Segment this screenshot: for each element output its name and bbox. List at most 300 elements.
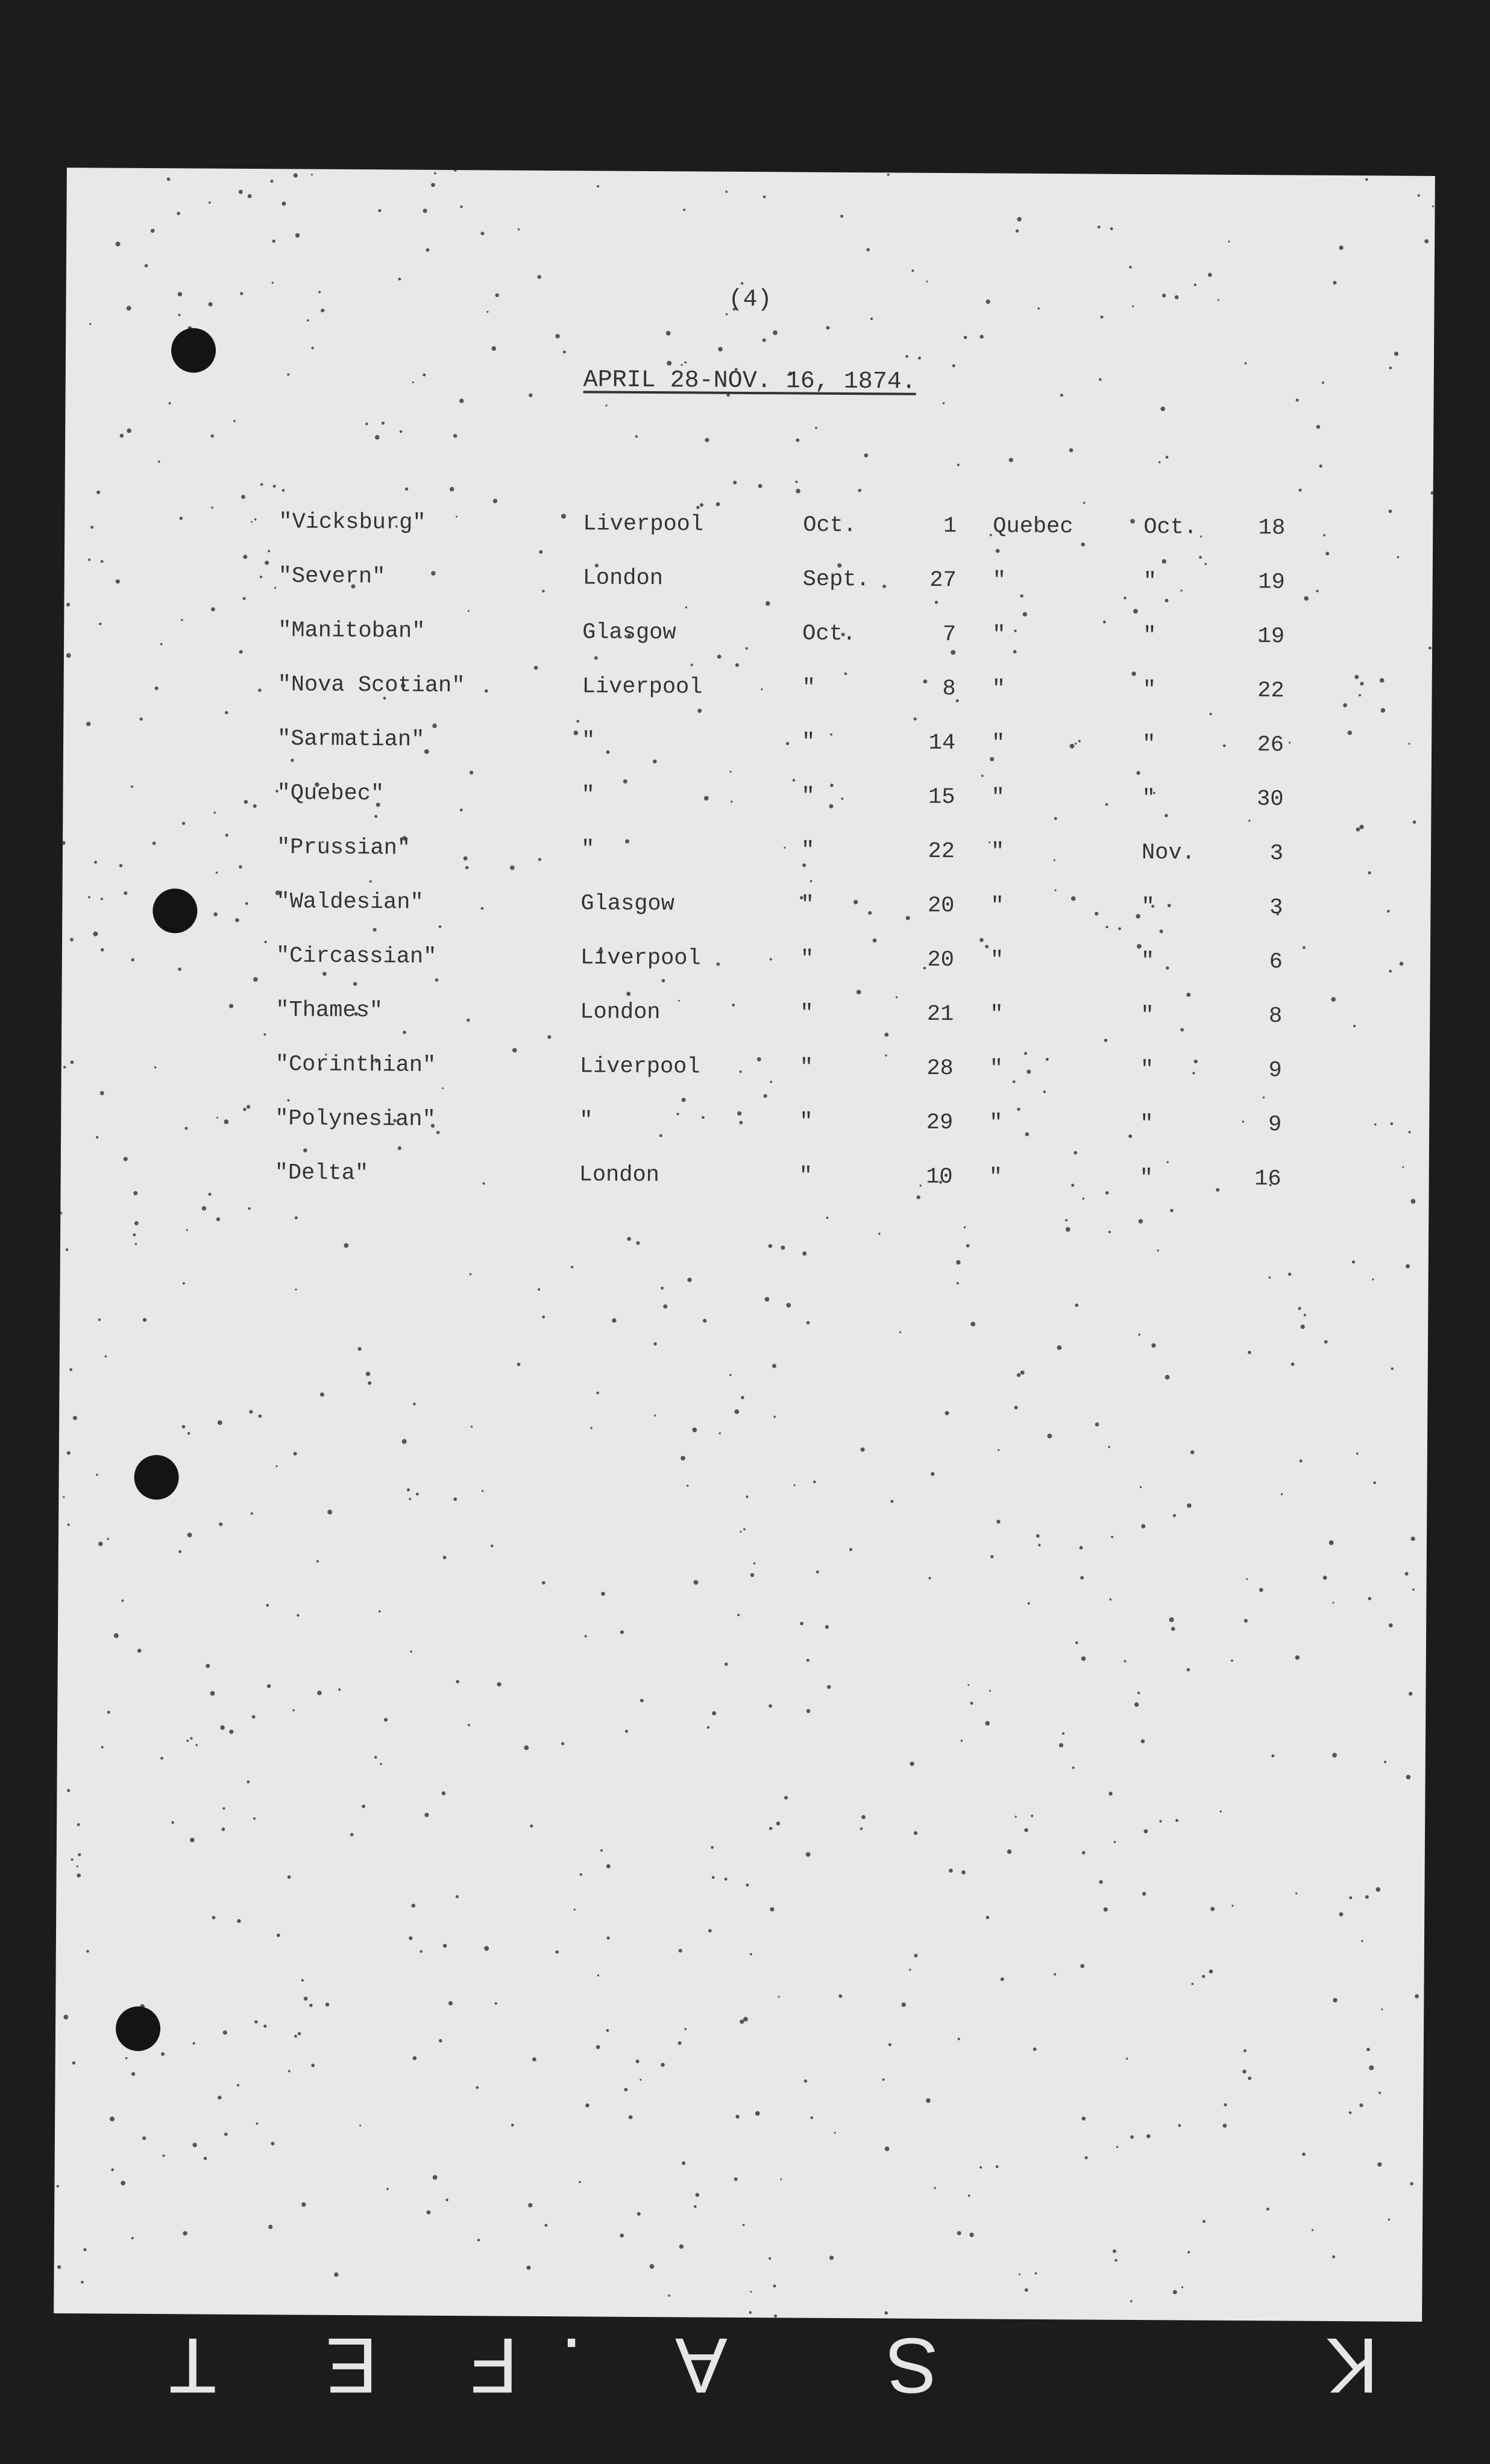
speck [530, 1824, 533, 1828]
speck [746, 1884, 749, 1887]
speck [252, 1715, 256, 1719]
departure-port: Glasgow [582, 620, 676, 646]
arrival-port: " [990, 893, 1004, 919]
speck [781, 1245, 785, 1249]
speck [968, 2195, 970, 2197]
speck [969, 2233, 973, 2237]
departure-port: " [580, 837, 595, 863]
speck [218, 1420, 222, 1425]
speck [374, 1756, 377, 1759]
arrival-day: 19 [1257, 624, 1285, 650]
speck [1223, 2123, 1227, 2128]
speck [563, 351, 566, 354]
speck [224, 2132, 228, 2136]
speck [769, 1827, 772, 1830]
speck [1208, 273, 1212, 277]
speck [131, 2072, 135, 2076]
speck [98, 1542, 102, 1546]
paper-specks [54, 168, 1435, 2322]
speck [511, 2123, 514, 2126]
speck [1373, 1482, 1376, 1485]
speck [1016, 229, 1019, 232]
speck [1110, 1598, 1112, 1601]
speck [640, 2079, 641, 2081]
speck [67, 1789, 70, 1792]
speck [1375, 1887, 1380, 1892]
speck [66, 1248, 69, 1251]
speck [211, 506, 213, 509]
speck [1157, 1249, 1158, 1251]
speck [1332, 2255, 1335, 2258]
speck [453, 434, 457, 438]
speck [606, 1864, 611, 1868]
speck [359, 2125, 361, 2126]
speck [678, 2041, 682, 2045]
speck [304, 1997, 308, 2001]
speck [827, 1685, 831, 1689]
speck [784, 1796, 788, 1799]
speck [679, 2244, 684, 2248]
speck [365, 423, 368, 425]
speck [926, 2098, 931, 2103]
departure-day: 14 [928, 730, 956, 756]
film-strip-edge [0, 2315, 1490, 2410]
speck [1394, 351, 1398, 356]
speck [431, 183, 435, 187]
speck [268, 2225, 272, 2229]
speck [160, 1757, 163, 1760]
speck [636, 1241, 640, 1245]
speck [1080, 1964, 1084, 1968]
page-number: (4) [728, 286, 772, 314]
speck [491, 1545, 494, 1548]
speck [442, 1791, 446, 1796]
arrival-day: 6 [1269, 949, 1283, 975]
arrival-month: " [1140, 1003, 1154, 1029]
speck [77, 1865, 78, 1867]
speck [379, 1611, 381, 1613]
speck [206, 1664, 210, 1668]
speck [1159, 1820, 1162, 1823]
speck [1418, 194, 1420, 196]
speck [1130, 2136, 1134, 2139]
speck [491, 346, 496, 351]
speck [579, 2181, 581, 2183]
speck [384, 1718, 388, 1721]
speck [979, 2166, 982, 2169]
speck [753, 1562, 756, 1565]
speck [1080, 1546, 1083, 1550]
ship-name: "Quebec" [277, 781, 385, 807]
speck [585, 1635, 587, 1638]
speck [763, 195, 766, 198]
speck [1359, 2104, 1363, 2107]
speck [1141, 1524, 1145, 1529]
speck [424, 1812, 429, 1817]
arrival-port: " [990, 948, 1004, 973]
speck [627, 1237, 631, 1241]
speck [914, 1953, 917, 1957]
speck [1137, 1691, 1140, 1694]
speck [171, 1821, 174, 1824]
speck [316, 1560, 319, 1562]
speck [694, 1580, 699, 1585]
speck [253, 1817, 256, 1820]
speck [998, 1449, 999, 1451]
speck [580, 1873, 582, 1876]
speck [210, 1691, 215, 1696]
speck [248, 194, 252, 198]
speck [187, 1432, 190, 1435]
speck [298, 2032, 301, 2035]
speck [769, 1704, 772, 1708]
speck [239, 190, 243, 194]
speck [729, 1374, 732, 1376]
speck [1349, 1896, 1352, 1899]
speck [800, 1622, 803, 1626]
speck [684, 2028, 687, 2031]
speck [288, 2070, 291, 2072]
table-row [64, 617, 1433, 679]
speck [1084, 2156, 1087, 2159]
speck [964, 1227, 966, 1228]
speck [970, 1702, 973, 1705]
speck [281, 201, 286, 206]
speck [471, 1425, 473, 1427]
speck [1312, 2229, 1313, 2231]
film-strip-letter: F [470, 2322, 518, 2410]
speck [1365, 1895, 1369, 1899]
arrival-port: " [992, 676, 1005, 702]
speck [456, 1895, 459, 1898]
speck [241, 495, 245, 499]
speck [532, 2057, 536, 2061]
film-strip-letter: T [169, 2322, 217, 2410]
speck [725, 190, 728, 193]
table-row [64, 508, 1433, 571]
speck [247, 1780, 250, 1784]
speck [1406, 1264, 1410, 1268]
speck [743, 2017, 748, 2022]
speck [961, 1740, 963, 1742]
speck [190, 1838, 195, 1843]
speck [459, 398, 464, 403]
speck [555, 334, 559, 338]
speck [325, 2002, 330, 2007]
speck [653, 1342, 656, 1345]
speck [450, 487, 454, 491]
speck [1062, 1732, 1064, 1735]
arrival-port: " [989, 1056, 1004, 1082]
speck [1339, 245, 1344, 250]
speck [985, 1721, 990, 1726]
speck [1054, 1973, 1056, 1975]
speck [301, 1979, 304, 1981]
speck [1080, 1576, 1084, 1580]
departure-month: " [801, 729, 816, 755]
speck [682, 2161, 685, 2165]
speck [476, 2086, 479, 2089]
arrival-day: 3 [1269, 841, 1284, 867]
speck [1301, 1325, 1305, 1329]
speck [263, 2025, 266, 2028]
departure-month: " [800, 838, 815, 864]
speck [945, 1411, 949, 1415]
speck [266, 1604, 269, 1607]
departure-month: Oct. [802, 621, 857, 647]
speck [794, 1485, 796, 1486]
speck [134, 1221, 139, 1225]
departure-day: 29 [926, 1110, 954, 1136]
speck [1248, 2076, 1251, 2080]
speck [1224, 2103, 1227, 2106]
speck [1329, 1541, 1334, 1545]
speck [725, 1662, 728, 1666]
speck [1014, 1406, 1018, 1409]
speck [1144, 1829, 1148, 1834]
departure-day: 10 [926, 1164, 953, 1190]
speck [538, 1288, 540, 1290]
speck [636, 2060, 640, 2063]
speck [606, 2029, 609, 2032]
arrival-month: " [1139, 1166, 1154, 1192]
speck [142, 2136, 146, 2140]
speck [696, 506, 699, 509]
table-row [62, 888, 1431, 951]
departure-day: 7 [942, 621, 957, 648]
speck [596, 1392, 599, 1395]
table-row [63, 834, 1432, 896]
speck [708, 1929, 712, 1932]
speck [277, 1934, 280, 1937]
speck [681, 1456, 685, 1460]
speck [1083, 501, 1086, 504]
speck [1431, 491, 1435, 495]
departure-day: 28 [926, 1055, 954, 1082]
speck [297, 1614, 299, 1617]
speck [292, 1709, 295, 1712]
speck [1114, 1841, 1116, 1843]
speck [182, 1425, 186, 1428]
speck [705, 438, 709, 442]
speck [1020, 1371, 1025, 1375]
speck [1111, 1536, 1113, 1538]
speck [901, 2002, 905, 2007]
speck [81, 2281, 84, 2284]
speck [1210, 1907, 1215, 1911]
speck [654, 1415, 656, 1416]
arrival-port: " [990, 839, 1005, 865]
speck [1095, 1422, 1099, 1427]
speck [911, 269, 914, 272]
speck [544, 2224, 547, 2227]
arrival-port: " [989, 1110, 1003, 1136]
speck [477, 2239, 480, 2241]
speck [402, 1439, 407, 1444]
speck [1146, 2134, 1151, 2139]
speck [601, 1592, 605, 1596]
document-page [54, 168, 1435, 2322]
arrival-port: " [992, 622, 1006, 648]
speck [186, 1740, 189, 1742]
speck [518, 228, 520, 230]
speck [996, 1520, 1000, 1523]
speck [1001, 1978, 1004, 1981]
speck [409, 1937, 412, 1940]
speck [681, 364, 683, 366]
speck [456, 1680, 459, 1683]
speck [1377, 2162, 1382, 2166]
speck [882, 2078, 885, 2081]
speck [294, 2035, 297, 2038]
speck [1194, 283, 1196, 286]
speck [1059, 1743, 1063, 1747]
speck [606, 1937, 609, 1940]
speck [773, 2284, 776, 2287]
speck [605, 404, 607, 406]
arrival-port: " [989, 1164, 1003, 1190]
speck [1246, 1578, 1248, 1580]
speck [443, 1944, 447, 1947]
arrival-port: " [991, 731, 1005, 756]
speck [707, 1726, 709, 1729]
speck [256, 2122, 258, 2125]
speck [1281, 1493, 1283, 1495]
arrival-day: 16 [1254, 1166, 1281, 1192]
speck [625, 1730, 628, 1733]
speck [542, 1316, 545, 1319]
speck [161, 2052, 165, 2056]
speck [909, 1969, 911, 1970]
speck [1365, 178, 1368, 181]
speck [1036, 1534, 1040, 1538]
speck [427, 2210, 431, 2214]
speck [612, 1318, 616, 1322]
speck [1333, 281, 1336, 284]
film-strip-letter: E [325, 2322, 378, 2410]
speck [183, 1282, 185, 1284]
speck [806, 1321, 810, 1325]
speck [1288, 1272, 1291, 1275]
speck [537, 275, 541, 278]
table-row [61, 1105, 1430, 1168]
speck [409, 1498, 411, 1500]
speck [888, 2043, 891, 2046]
speck [743, 1528, 746, 1530]
speck [86, 1950, 89, 1953]
table-row [60, 1159, 1429, 1222]
speck [1141, 1740, 1145, 1744]
speck [866, 248, 870, 251]
arrival-day: 26 [1257, 732, 1284, 758]
speck [382, 421, 385, 424]
speck [288, 1875, 291, 1879]
ship-name: "Prussian" [276, 835, 411, 861]
speck [635, 435, 638, 438]
speck [961, 1870, 966, 1875]
ship-name: "Delta" [274, 1160, 369, 1187]
speck [769, 1244, 773, 1248]
departure-month: " [802, 675, 816, 701]
speck [796, 438, 799, 442]
speck [1072, 1767, 1075, 1769]
speck [1406, 1775, 1411, 1780]
speck [167, 177, 171, 181]
speck [135, 1243, 137, 1245]
speck [571, 1266, 573, 1268]
speck [1302, 2152, 1306, 2156]
speck [1361, 1940, 1363, 1942]
speck [410, 1650, 412, 1653]
speck [700, 503, 703, 507]
speck [966, 1244, 970, 1248]
speck [726, 313, 728, 315]
speck [72, 2061, 75, 2064]
speck [101, 1746, 104, 1749]
speck [1031, 1815, 1033, 1817]
film-strip-letter: S [886, 2322, 938, 2410]
speck [158, 460, 160, 463]
departure-day: 22 [928, 838, 955, 865]
speck [1191, 1983, 1193, 1985]
table-row [63, 725, 1432, 788]
speck [400, 430, 403, 433]
speck [105, 1356, 107, 1358]
speck [338, 1688, 341, 1691]
speck [433, 2175, 438, 2180]
speck [229, 1730, 233, 1734]
speck [885, 2146, 890, 2151]
speck [870, 318, 873, 320]
speck [1209, 1970, 1213, 1974]
speck [718, 347, 723, 352]
speck [716, 502, 720, 506]
speck [398, 278, 401, 281]
speck [970, 1322, 975, 1327]
speck [780, 2178, 782, 2180]
speck [77, 1873, 81, 1878]
speck [1339, 1912, 1344, 1917]
arrival-day: 3 [1269, 895, 1283, 921]
speck [926, 281, 928, 283]
speck [115, 242, 120, 247]
speck [216, 1218, 220, 1221]
table-row [63, 779, 1432, 842]
speck [914, 1831, 917, 1835]
speck [125, 2057, 128, 2060]
speck [375, 435, 380, 440]
speck [741, 1396, 744, 1399]
speck [294, 173, 298, 177]
speck [813, 1480, 816, 1483]
speck [1300, 1459, 1303, 1462]
speck [358, 1347, 362, 1351]
speck [317, 1691, 322, 1696]
speck [1025, 2288, 1028, 2292]
speck [1142, 1892, 1146, 1896]
speck [949, 1868, 953, 1873]
speck [218, 2096, 221, 2099]
speck [1007, 1849, 1011, 1853]
speck [131, 2237, 134, 2239]
speck [1047, 1433, 1052, 1438]
speck [193, 2042, 195, 2044]
speck [931, 1472, 934, 1476]
speck [1231, 1659, 1233, 1662]
speck [979, 335, 983, 338]
speck [114, 1633, 119, 1638]
arrival-month: Oct. [1143, 515, 1198, 541]
